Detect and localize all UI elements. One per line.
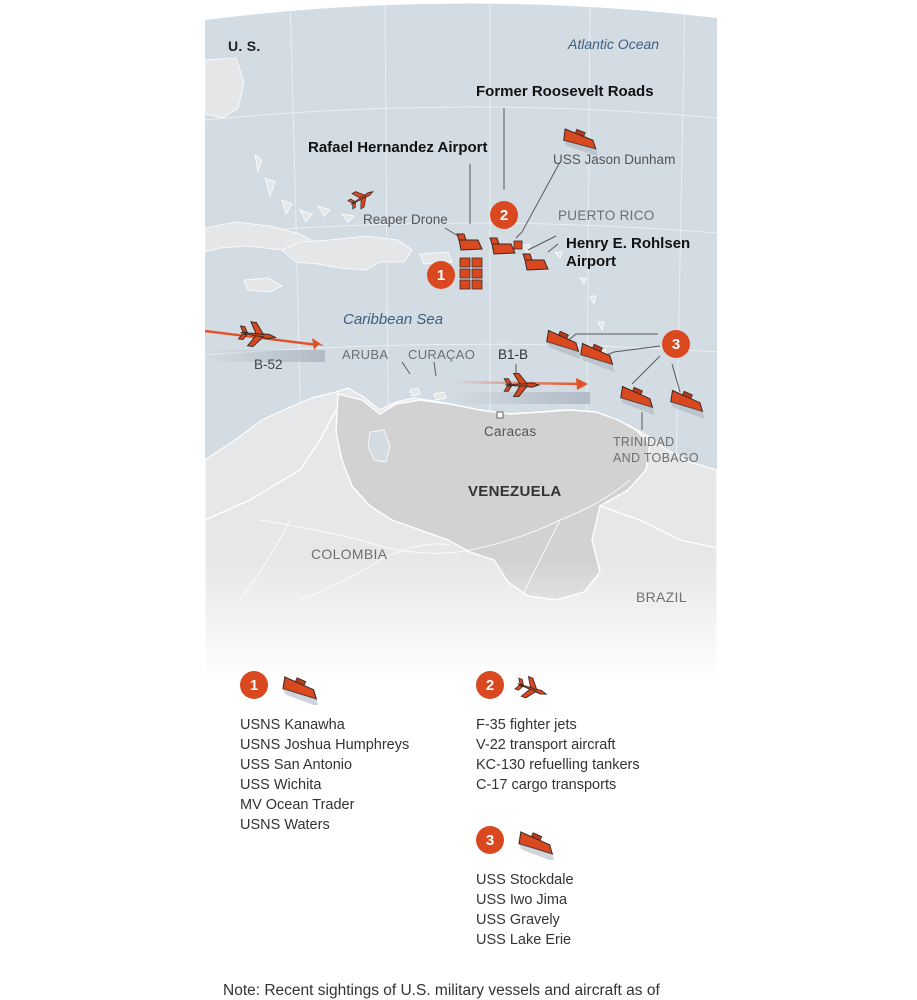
label-caribbean-sea: Caribbean Sea	[343, 311, 444, 328]
jet-icon	[510, 673, 554, 705]
legend-badge-3: 3	[476, 826, 504, 854]
ship-icon	[274, 673, 324, 705]
list-item: USS Gravely	[476, 912, 560, 928]
label-aruba: ARUBA	[342, 347, 389, 362]
list-item: USS Lake Erie	[476, 932, 572, 948]
label-trinidad-line1: TRINIDAD	[613, 435, 675, 449]
list-item: MV Ocean Trader	[240, 797, 355, 813]
list-item: USS San Antonio	[240, 757, 353, 773]
list-item: USNS Kanawha	[240, 717, 345, 733]
caracas-marker	[497, 412, 503, 418]
jason-dunham-marker	[514, 241, 522, 249]
list-item: V-22 transport aircraft	[476, 737, 616, 753]
label-brazil: BRAZIL	[636, 589, 687, 605]
label-puerto-rico: PUERTO RICO	[558, 208, 655, 223]
label-colombia: COLOMBIA	[311, 546, 388, 562]
map-fade	[205, 560, 717, 680]
ship-icon	[510, 828, 560, 860]
legend-list-3	[476, 870, 574, 950]
legend-list-1	[240, 715, 409, 835]
asset-b1b: B1-B	[498, 347, 529, 362]
list-item: USNS Waters	[240, 817, 330, 833]
footnote: Note: Recent sightings of U.S. military vessels and aircraft as of	[223, 982, 660, 999]
list-item: USS Stockdale	[476, 872, 574, 888]
label-trinidad-line2: AND TOBAGO	[613, 451, 699, 465]
label-caracas: Caracas	[484, 424, 537, 439]
legend-group-3	[476, 826, 574, 950]
label-curacao: CURAÇAO	[408, 347, 476, 362]
site-rohlsen-line1: Henry E. Rohlsen	[566, 235, 691, 252]
list-item: USS Iwo Jima	[476, 892, 568, 908]
map-badge-2: 2	[490, 201, 518, 229]
list-item: F-35 fighter jets	[476, 717, 577, 733]
legend-list-2	[476, 715, 640, 795]
list-item: C-17 cargo transports	[476, 777, 617, 793]
map-badge-3: 3	[662, 330, 690, 358]
map-badge-1: 1	[427, 261, 455, 289]
site-roosevelt-roads: Former Roosevelt Roads	[476, 83, 654, 100]
legend-group-2	[476, 671, 640, 795]
legend-badge-1: 1	[240, 671, 268, 699]
label-us: U. S.	[228, 38, 261, 54]
site-rohlsen-line2: Airport	[566, 253, 616, 270]
legend-group-1	[240, 671, 409, 835]
list-item: KC-130 refuelling tankers	[476, 757, 640, 773]
label-atlantic-ocean: Atlantic Ocean	[568, 36, 660, 52]
legend-badge-2: 2	[476, 671, 504, 699]
list-item: USNS Joshua Humphreys	[240, 737, 410, 753]
asset-reaper-drone: Reaper Drone	[363, 212, 448, 227]
asset-b52: B-52	[254, 357, 283, 372]
list-item: USS Wichita	[240, 777, 322, 793]
asset-jason-dunham: USS Jason Dunham	[553, 152, 676, 167]
site-rafael-hernandez: Rafael Hernandez Airport	[308, 139, 488, 156]
label-venezuela: VENEZUELA	[468, 483, 562, 500]
